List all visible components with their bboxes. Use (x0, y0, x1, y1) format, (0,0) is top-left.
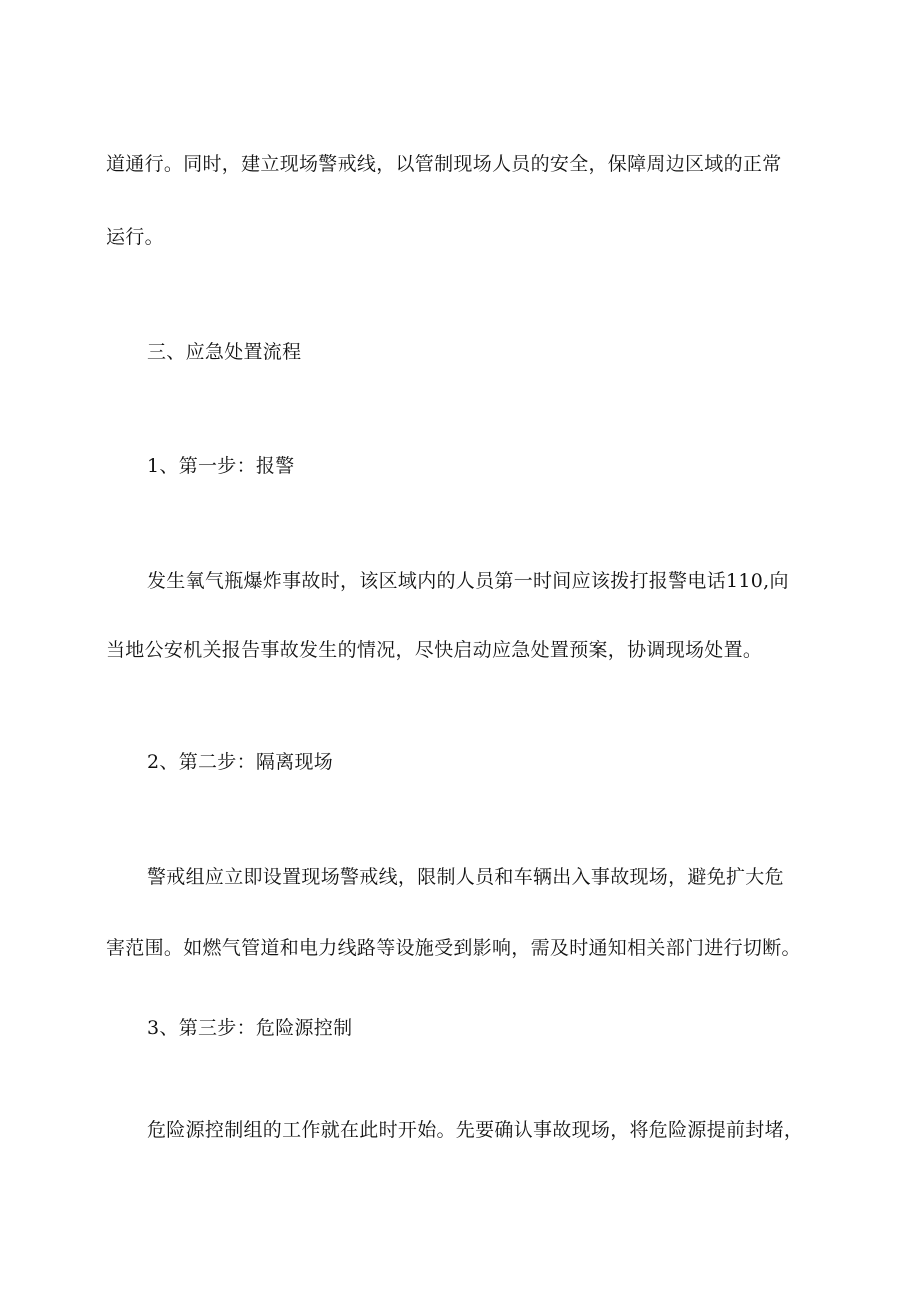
paragraph-line: 运行。 (106, 226, 164, 248)
step-heading: 3、第三步：危险源控制 (147, 1017, 353, 1039)
paragraph-line: 危险源控制组的工作就在此时开始。先要确认事故现场，将危险源提前封堵， (147, 1119, 804, 1141)
step-heading: 2、第二步：隔离现场 (147, 751, 334, 773)
section-heading: 三、应急处置流程 (147, 341, 302, 363)
paragraph-line: 发生氧气瓶爆炸事故时，该区域内的人员第一时间应该拨打报警电话110,向 (147, 570, 789, 592)
paragraph-line: 道通行。同时，建立现场警戒线，以管制现场人员的安全，保障周边区域的正常 (106, 153, 782, 175)
paragraph-line: 警戒组应立即设置现场警戒线，限制人员和车辆出入事故现场，避免扩大危 (147, 866, 784, 888)
step-heading: 1、第一步：报警 (147, 455, 295, 477)
paragraph-line: 害范围。如燃气管道和电力线路等设施受到影响，需及时通知相关部门进行切断。 (106, 937, 801, 959)
paragraph-line: 当地公安机关报告事故发生的情况，尽快启动应急处置预案，协调现场处置。 (106, 639, 763, 661)
